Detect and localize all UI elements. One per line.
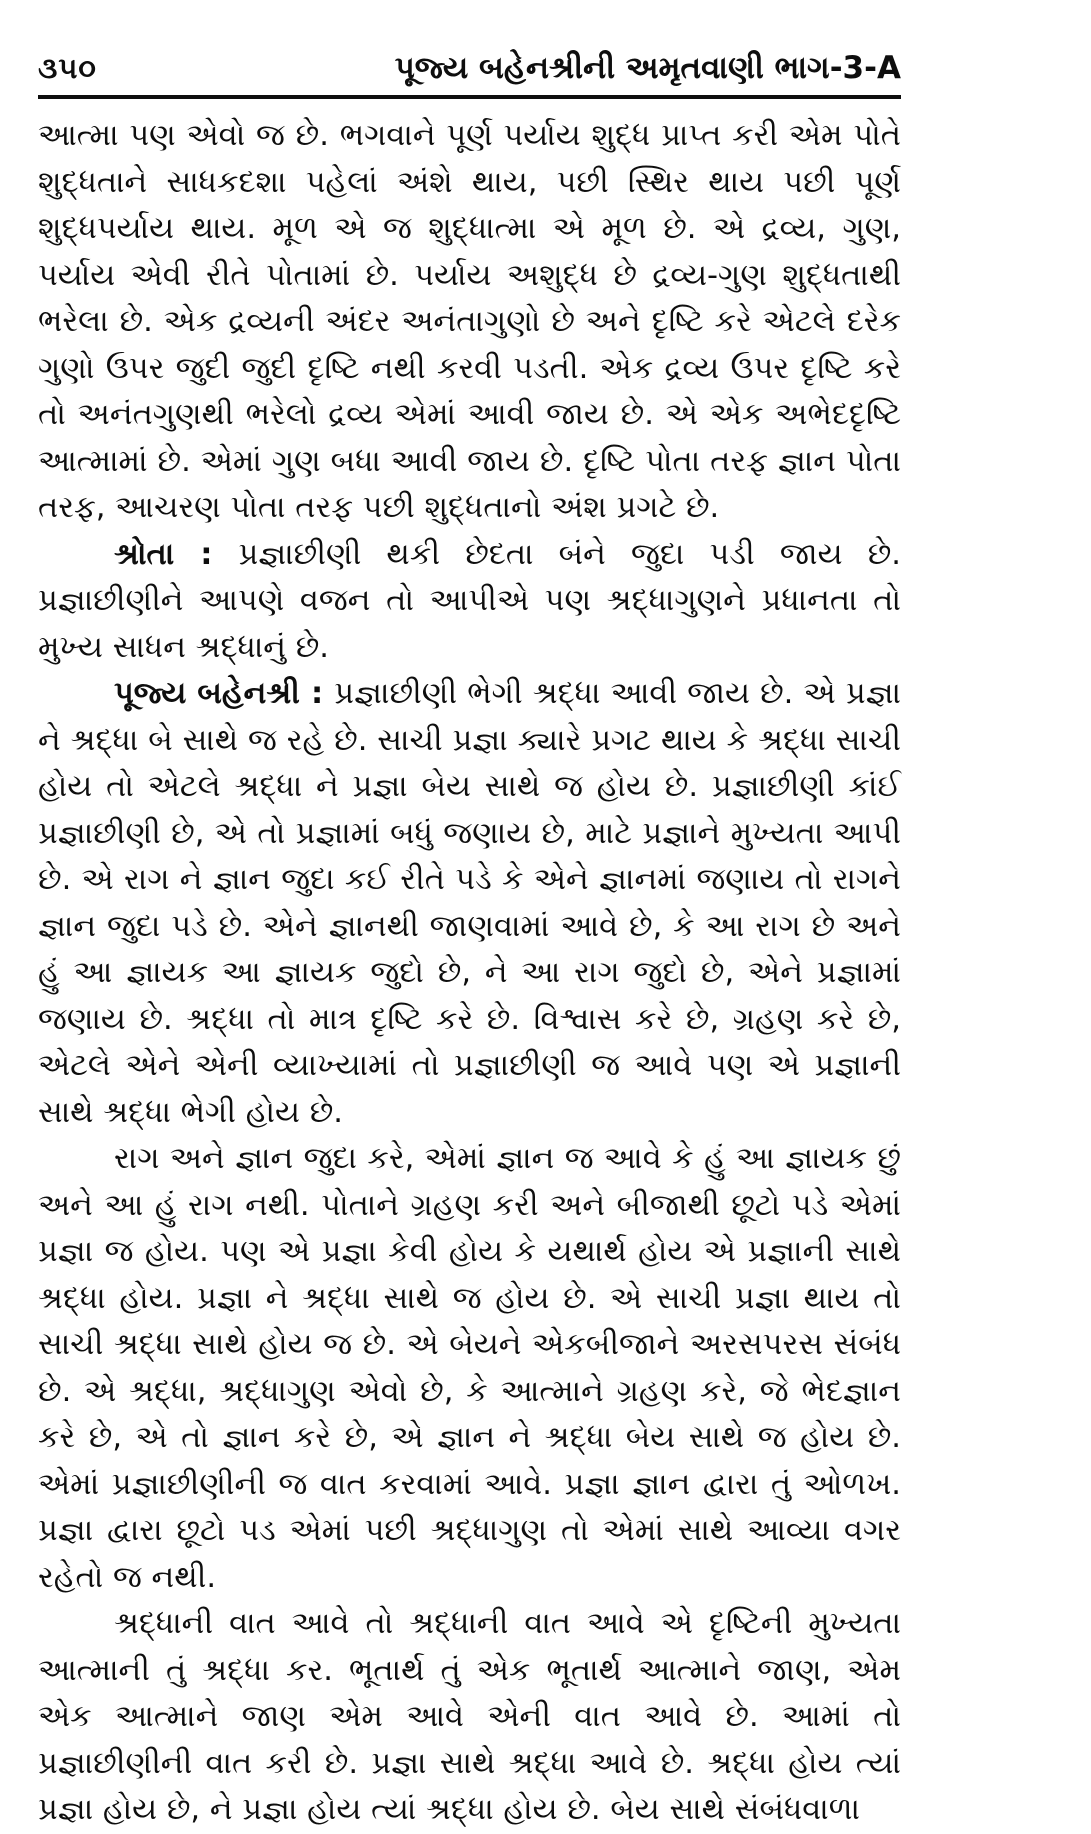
page-title: પૂજ્ય બહેનશ્રીની અમૃતવાણી ભાગ-3-A xyxy=(394,50,901,86)
paragraph xyxy=(38,1136,901,1601)
paragraph xyxy=(38,113,901,532)
paragraph xyxy=(38,532,901,672)
speaker-label: શ્રોતા : xyxy=(114,536,213,572)
paragraph-text: રાગ અને જ્ઞાન જુદા કરે, એમાં જ્ઞાન જ આવે કે હું આ જ્ઞાયક છું અને આ હું રાગ નથી. પોતાને ગ્રહણ કરી અને બીજાથી છૂટો પડે એમાં પ્રજ્ઞા જ હોય. પણ એ પ્રજ્ઞા કેવી હોય કે યથાર્થ હોય એ પ્રજ્ઞાની સાથે શ્રદ્ધા હોય. પ્રજ્ઞા ને શ્રદ્ધા સાથે જ હોય છે. એ સાચી પ્રજ્ઞા થાય તો સાચી શ્રદ્ધા સાથે હોય જ છે. એ બેયને એકબીજાને અરસપરસ સંબંધ છે. એ શ્રદ્ધા, શ્રદ્ધાગુણ એવો છે, કે આત્માને ગ્રહણ કરે, જે ભેદજ્ઞાન કરે છે, એ તો જ્ઞાન કરે છે, એ જ્ઞાન ને શ્રદ્ધા બેય સાથે જ હોય છે. એમાં પ્રજ્ઞાછીણીની જ વાત કરવામાં આવે. પ્રજ્ઞા જ્ઞાન દ્વારા તું ઓળખ. પ્રજ્ઞા દ્વારા છૂટો પડ એમાં પછી શ્રદ્ધાગુણ તો એમાં સાથે આવ્યા વગર રહેતો જ નથી. xyxy=(38,1141,901,1595)
paragraph-text: આત્મા પણ એવો જ છે. ભગવાને પૂર્ણ પર્યાય શુદ્ધ પ્રાપ્ત કરી એમ પોતે શુદ્ધતાને સાધકદશા પહેલાં અંશે થાય, પછી સ્થિર થાય પછી પૂર્ણ શુદ્ધપર્યાય થાય. મૂળ એ જ શુદ્ધાત્મા એ મૂળ છે. એ દ્રવ્ય, ગુણ, પર્યાય એવી રીતે પોતામાં છે. પર્યાય અશુદ્ધ છે દ્રવ્ય-ગુણ શુદ્ધતાથી ભરેલા છે. એક દ્રવ્યની અંદર અનંતાગુણો છે અને દૃષ્ટિ કરે એટલે દરેક ગુણો ઉપર જુદી જુદી દૃષ્ટિ નથી કરવી પડતી. એક દ્રવ્ય ઉપર દૃષ્ટિ કરે તો અનંતગુણથી ભરેલો દ્રવ્ય એમાં આવી જાય છે. એ એક અભેદદૃષ્ટિ આત્મામાં છે. એમાં ગુણ બધા આવી જાય છે. દૃષ્ટિ પોતા તરફ જ્ઞાન પોતા તરફ, આચરણ પોતા તરફ પછી શુદ્ધતાનો અંશ પ્રગટે છે. xyxy=(38,118,901,525)
paragraph-text: શ્રદ્ધાની વાત આવે તો શ્રદ્ધાની વાત આવે એ દૃષ્ટિની મુખ્યતા આત્માની તું શ્રદ્ધા કર. ભૂતાર્થ તું એક ભૂતાર્થ આત્માને જાણ, એમ એક આત્માને જાણ એમ આવે એની વાત આવે છે. આમાં તો પ્રજ્ઞાછીણીની વાત કરી છે. પ્રજ્ઞા સાથે શ્રદ્ધા આવે છે. શ્રદ્ધા હોય ત્યાં પ્રજ્ઞા હોય છે, ને પ્રજ્ઞા હોય ત્યાં શ્રદ્ધા હોય છે. બેય સાથે સંબંધવાળા xyxy=(38,1606,901,1827)
paragraph xyxy=(38,1601,901,1834)
body-text xyxy=(38,113,901,1834)
page-number: ૩૫૦ xyxy=(38,51,97,85)
paragraph xyxy=(38,671,901,1136)
paragraph-text: પ્રજ્ઞાછીણી થકી છેદતા બંને જુદા પડી જાય છે. પ્રજ્ઞાછીણીને આપણે વજન તો આપીએ પણ શ્રદ્ધાગુણને પ્રધાનતા તો મુખ્ય સાધન શ્રદ્ધાનું છે. xyxy=(38,536,901,665)
page-header xyxy=(38,50,901,87)
paragraph-text: પ્રજ્ઞાછીણી ભેગી શ્રદ્ધા આવી જાય છે. એ પ્રજ્ઞા ને શ્રદ્ધા બે સાથે જ રહે છે. સાચી પ્રજ્ઞા ક્યારે પ્રગટ થાય કે શ્રદ્ધા સાચી હોય તો એટલે શ્રદ્ધા ને પ્રજ્ઞા બેય સાથે જ હોય છે. પ્રજ્ઞાછીણી કાંઈ પ્રજ્ઞાછીણી છે, એ તો પ્રજ્ઞામાં બધું જણાય છે, માટે પ્રજ્ઞાને મુખ્યતા આપી છે. એ રાગ ને જ્ઞાન જુદા કઈ રીતે પડે કે એને જ્ઞાનમાં જણાય તો રાગને જ્ઞાન જુદા પડે છે. એને જ્ઞાનથી જાણવામાં આવે છે, કે આ રાગ છે અને હું આ જ્ઞાયક આ જ્ઞાયક જુદો છે, ને આ રાગ જુદો છે, એને પ્રજ્ઞામાં જણાય છે. શ્રદ્ધા તો માત્ર દૃષ્ટિ કરે છે. વિશ્વાસ કરે છે, ગ્રહણ કરે છે, એટલે એને એની વ્યાખ્યામાં તો પ્રજ્ઞાછીણી જ આવે પણ એ પ્રજ્ઞાની સાથે શ્રદ્ધા ભેગી હોય છે. xyxy=(38,676,902,1130)
speaker-label: પૂજ્ય બહેનશ્રી : xyxy=(114,676,324,711)
header-rule xyxy=(38,95,901,99)
